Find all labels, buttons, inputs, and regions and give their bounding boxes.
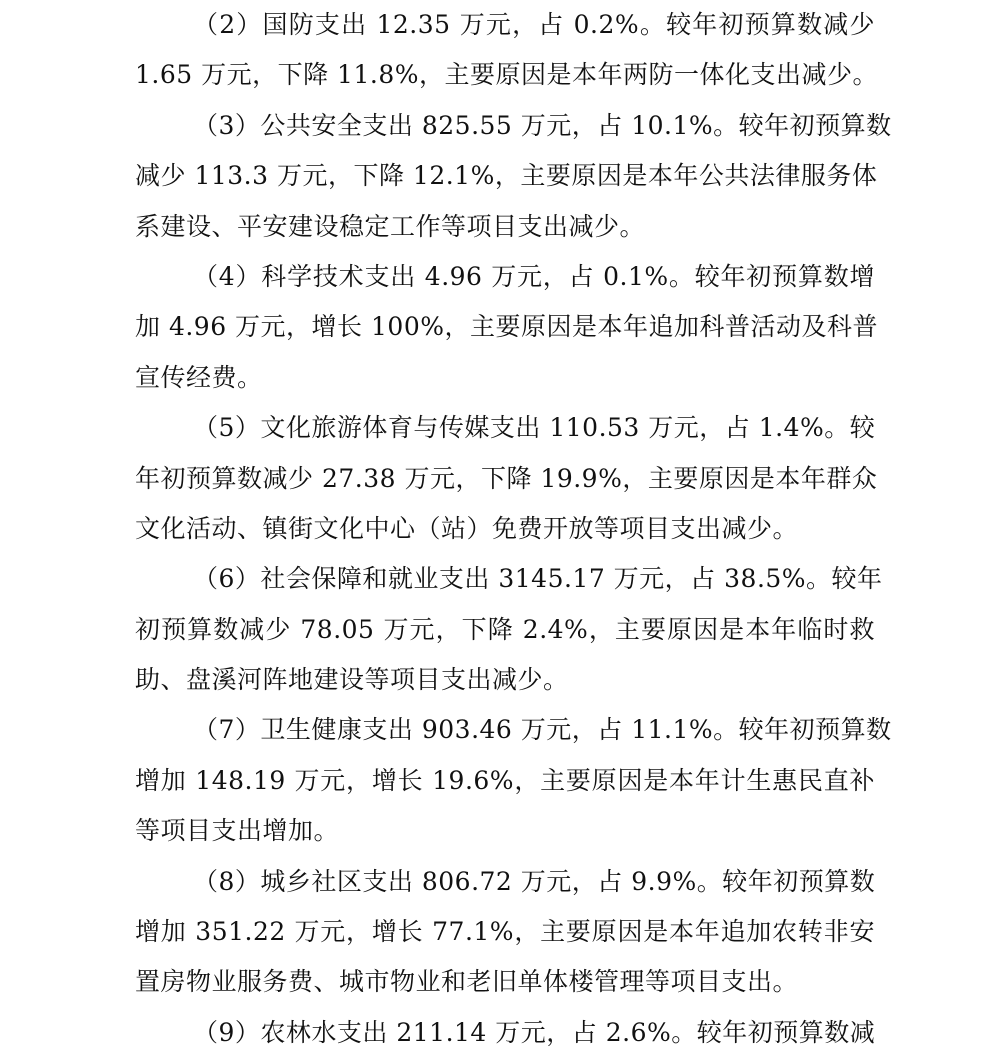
- text-line: （4）科学技术支出 4.96 万元，占 0.1%。较年初预算数增: [193, 261, 875, 291]
- text-line: 宣传经费。: [135, 362, 263, 392]
- paragraph-health: [135, 705, 892, 856]
- text-line: （7）卫生健康支出 903.46 万元，占 11.1%。较年初预算数: [193, 715, 892, 745]
- text-line: 等项目支出增加。: [135, 816, 340, 846]
- text-line: 减少 113.3 万元，下降 12.1%，主要原因是本年公共法律服务体: [135, 161, 878, 191]
- text-line: （9）农林水支出 211.14 万元，占 2.6%。较年初预算数减: [193, 1017, 876, 1047]
- paragraph-defense: [135, 0, 878, 101]
- text-line: 初预算数减少 78.05 万元，下降 2.4%，主要原因是本年临时救: [135, 614, 875, 644]
- paragraph-urban-rural: [135, 857, 875, 1008]
- paragraph-culture-tourism: [135, 403, 878, 554]
- text-line: 加 4.96 万元，增长 100%，主要原因是本年追加科普活动及科普: [135, 312, 878, 342]
- text-line: 年初预算数减少 27.38 万元，下降 19.9%，主要原因是本年群众: [135, 463, 878, 493]
- paragraph-agriculture: [135, 1008, 875, 1058]
- text-line: 增加 351.22 万元，增长 77.1%，主要原因是本年追加农转非安: [135, 917, 875, 947]
- text-line: 增加 148.19 万元，增长 19.6%，主要原因是本年计生惠民直补: [135, 765, 875, 795]
- paragraph-social-security: [135, 554, 883, 705]
- text-line: （3）公共安全支出 825.55 万元，占 10.1%。较年初预算数: [193, 110, 892, 140]
- paragraph-public-security: [135, 101, 892, 252]
- text-line: （2）国防支出 12.35 万元，占 0.2%。较年初预算数减少: [193, 10, 875, 39]
- text-line: 1.65 万元，下降 11.8%，主要原因是本年两防一体化支出减少。: [135, 60, 878, 90]
- paragraph-science-tech: [135, 252, 878, 403]
- text-line: 置房物业服务费、城市物业和老旧单体楼管理等项目支出。: [135, 967, 799, 997]
- text-line: （5）文化旅游体育与传媒支出 110.53 万元，占 1.4%。较: [193, 413, 876, 443]
- text-line: 系建设、平安建设稳定工作等项目支出减少。: [135, 211, 646, 241]
- text-line: 助、盘溪河阵地建设等项目支出减少。: [135, 665, 569, 695]
- text-line: （6）社会保障和就业支出 3145.17 万元，占 38.5%。较年: [193, 564, 883, 594]
- text-line: （8）城乡社区支出 806.72 万元，占 9.9%。较年初预算数: [193, 866, 876, 896]
- text-line: 文化活动、镇街文化中心（站）免费开放等项目支出减少。: [135, 513, 799, 543]
- document-page: [135, 0, 892, 1058]
